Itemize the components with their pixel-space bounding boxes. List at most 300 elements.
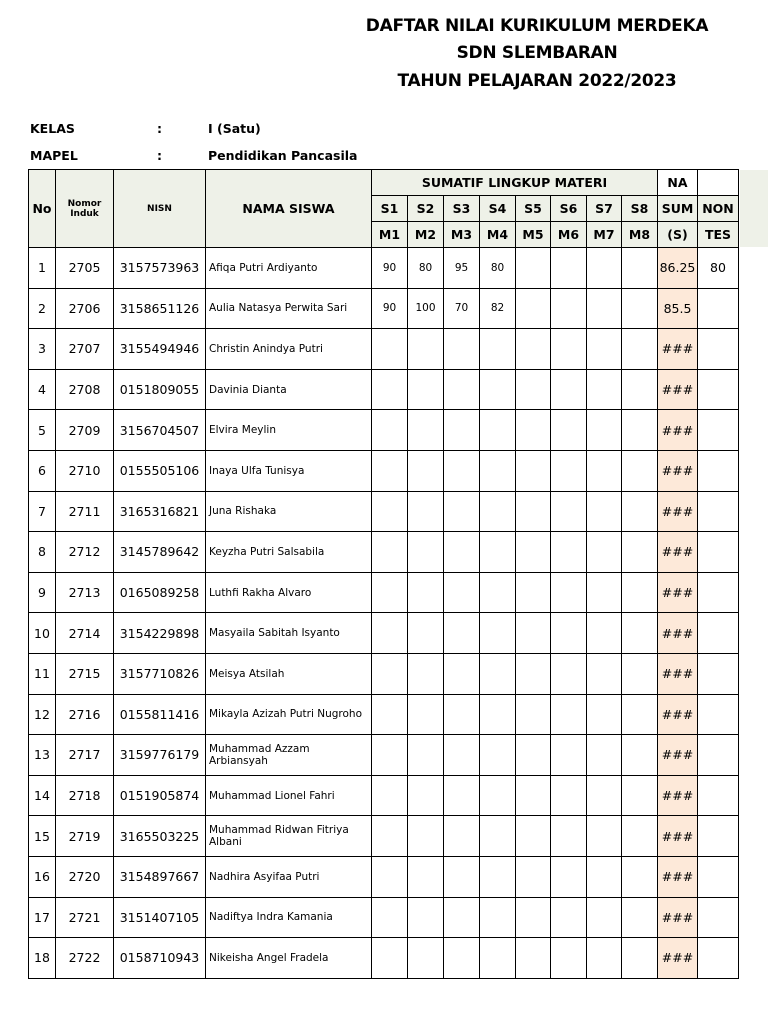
score-s1: [372, 938, 408, 979]
header-nama-siswa: NAMA SISWA: [206, 170, 372, 248]
student-name: Muhammad Ridwan Fitriya Albani: [206, 816, 372, 857]
table-row: [29, 369, 739, 410]
score-s4: [480, 410, 516, 451]
mapel-label: MAPEL: [30, 148, 78, 163]
score-s1: [372, 816, 408, 857]
nisn: 3159776179: [114, 735, 206, 776]
score-s8: [622, 288, 658, 329]
score-s6: [551, 248, 587, 289]
row-number: 16: [29, 856, 56, 897]
nisn: 3157573963: [114, 248, 206, 289]
score-s2: [408, 897, 444, 938]
score-s7: [587, 816, 622, 857]
score-s7: [587, 532, 622, 573]
score-s6: [551, 897, 587, 938]
non-tes: [698, 491, 739, 532]
na-sum: ###: [658, 775, 698, 816]
non-tes: [698, 410, 739, 451]
nisn: 0151905874: [114, 775, 206, 816]
student-name: Meisya Atsilah: [206, 653, 372, 694]
score-s5: [516, 572, 551, 613]
score-s7: [587, 938, 622, 979]
nisn: 0158710943: [114, 938, 206, 979]
score-s2: [408, 613, 444, 654]
score-s4: [480, 532, 516, 573]
header-no: No: [29, 170, 56, 248]
score-s5: [516, 613, 551, 654]
nomor-induk: 2712: [56, 532, 114, 573]
nisn: 0151809055: [114, 369, 206, 410]
score-s1: [372, 897, 408, 938]
nomor-induk: 2708: [56, 369, 114, 410]
non-tes: [698, 897, 739, 938]
score-s8: [622, 816, 658, 857]
score-s3: [444, 491, 480, 532]
score-s4: [480, 329, 516, 370]
score-s7: [587, 329, 622, 370]
nisn: 3158651126: [114, 288, 206, 329]
header-nisn: NISN: [114, 170, 206, 248]
na-sum: 86.25: [658, 248, 698, 289]
nomor-induk: 2720: [56, 856, 114, 897]
score-s6: [551, 329, 587, 370]
student-name: Nadhira Asyifaa Putri: [206, 856, 372, 897]
header-s8: S8: [622, 196, 658, 222]
header-s7: S7: [587, 196, 622, 222]
na-sum: ###: [658, 329, 698, 370]
table-row: [29, 532, 739, 573]
score-s6: [551, 816, 587, 857]
score-s6: [551, 938, 587, 979]
nomor-induk: 2719: [56, 816, 114, 857]
score-s3: [444, 816, 480, 857]
score-s2: [408, 491, 444, 532]
nisn: 3155494946: [114, 329, 206, 370]
score-s4: [480, 816, 516, 857]
score-s7: [587, 491, 622, 532]
score-s7: [587, 735, 622, 776]
na-sum: ###: [658, 572, 698, 613]
score-s8: [622, 450, 658, 491]
nomor-induk: 2709: [56, 410, 114, 451]
score-s3: [444, 856, 480, 897]
student-name: Keyzha Putri Salsabila: [206, 532, 372, 573]
table-row: [29, 491, 739, 532]
score-s6: [551, 613, 587, 654]
nisn: 3154229898: [114, 613, 206, 654]
header-na: NA: [658, 170, 698, 196]
nomor-induk: 2705: [56, 248, 114, 289]
table-row: [29, 410, 739, 451]
nomor-induk: 2716: [56, 694, 114, 735]
score-s2: [408, 653, 444, 694]
score-s3: [444, 735, 480, 776]
row-number: 14: [29, 775, 56, 816]
score-s7: [587, 775, 622, 816]
score-s3: 70: [444, 288, 480, 329]
score-s1: [372, 613, 408, 654]
na-sum: ###: [658, 369, 698, 410]
non-tes: 80: [698, 248, 739, 289]
score-s1: [372, 532, 408, 573]
score-s8: [622, 248, 658, 289]
row-number: 10: [29, 613, 56, 654]
student-name: Masyaila Sabitah Isyanto: [206, 613, 372, 654]
table-row: [29, 288, 739, 329]
score-s3: [444, 653, 480, 694]
nisn: 3154897667: [114, 856, 206, 897]
student-name: Nikeisha Angel Fradela: [206, 938, 372, 979]
academic-year: TAHUN PELAJARAN 2022/2023: [397, 71, 677, 91]
score-s5: [516, 532, 551, 573]
score-s5: [516, 288, 551, 329]
score-s6: [551, 856, 587, 897]
student-name: Muhammad Azzam Arbiansyah: [206, 735, 372, 776]
nisn: 0155505106: [114, 450, 206, 491]
mapel-separator: :: [157, 148, 162, 163]
score-s1: [372, 694, 408, 735]
score-s7: [587, 288, 622, 329]
table-row: [29, 450, 739, 491]
score-s1: [372, 491, 408, 532]
nomor-induk: 2721: [56, 897, 114, 938]
score-s2: [408, 775, 444, 816]
row-number: 9: [29, 572, 56, 613]
header-m8: M8: [622, 222, 658, 248]
na-sum: ###: [658, 613, 698, 654]
score-s7: [587, 613, 622, 654]
score-s5: [516, 938, 551, 979]
header-sumatif: SUMATIF LINGKUP MATERI: [372, 170, 658, 196]
score-s6: [551, 369, 587, 410]
row-number: 15: [29, 816, 56, 857]
non-tes: [698, 288, 739, 329]
score-s2: [408, 816, 444, 857]
score-s5: [516, 450, 551, 491]
header-m2: M2: [408, 222, 444, 248]
score-s1: 90: [372, 288, 408, 329]
score-s8: [622, 775, 658, 816]
score-s2: [408, 410, 444, 451]
score-s4: [480, 735, 516, 776]
score-s3: [444, 450, 480, 491]
score-s5: [516, 653, 551, 694]
score-s3: [444, 532, 480, 573]
score-s4: [480, 369, 516, 410]
score-s3: [444, 369, 480, 410]
score-s7: [587, 450, 622, 491]
table-row: [29, 938, 739, 979]
score-s5: [516, 816, 551, 857]
score-s4: [480, 694, 516, 735]
header-s-paren: (S): [658, 222, 698, 248]
nomor-induk: 2714: [56, 613, 114, 654]
row-number: 4: [29, 369, 56, 410]
header-shade-extension: [740, 170, 768, 247]
score-s4: [480, 450, 516, 491]
nomor-induk: 2713: [56, 572, 114, 613]
nisn: 3151407105: [114, 897, 206, 938]
score-s2: [408, 856, 444, 897]
header-non: NON: [698, 196, 739, 222]
nomor-induk: 2706: [56, 288, 114, 329]
table-row: [29, 653, 739, 694]
score-s5: [516, 856, 551, 897]
score-s1: [372, 735, 408, 776]
score-s5: [516, 248, 551, 289]
non-tes: [698, 572, 739, 613]
row-number: 7: [29, 491, 56, 532]
score-s3: [444, 938, 480, 979]
non-tes: [698, 613, 739, 654]
score-s8: [622, 329, 658, 370]
score-s1: [372, 369, 408, 410]
score-s7: [587, 856, 622, 897]
score-s8: [622, 735, 658, 776]
score-s4: [480, 856, 516, 897]
score-s6: [551, 775, 587, 816]
school-name: SDN SLEMBARAN: [456, 43, 618, 63]
score-s7: [587, 369, 622, 410]
score-s2: [408, 329, 444, 370]
table-row: [29, 897, 739, 938]
nisn: 3165503225: [114, 816, 206, 857]
score-s3: [444, 613, 480, 654]
row-number: 8: [29, 532, 56, 573]
score-s2: [408, 572, 444, 613]
table-row: [29, 613, 739, 654]
header-blank: [698, 170, 739, 196]
mapel-value: Pendidikan Pancasila: [208, 148, 358, 163]
nisn: 0155811416: [114, 694, 206, 735]
row-number: 2: [29, 288, 56, 329]
kelas-value: I (Satu): [208, 121, 261, 136]
score-s7: [587, 572, 622, 613]
row-number: 1: [29, 248, 56, 289]
na-sum: ###: [658, 410, 698, 451]
nomor-induk: 2715: [56, 653, 114, 694]
student-name: Juna Rishaka: [206, 491, 372, 532]
non-tes: [698, 856, 739, 897]
header-m1: M1: [372, 222, 408, 248]
score-s4: [480, 653, 516, 694]
header-s5: S5: [516, 196, 551, 222]
score-s4: [480, 491, 516, 532]
score-s5: [516, 491, 551, 532]
na-sum: ###: [658, 491, 698, 532]
nisn: 3157710826: [114, 653, 206, 694]
nomor-induk: 2711: [56, 491, 114, 532]
table-row: [29, 735, 739, 776]
document-title: DAFTAR NILAI KURIKULUM MERDEKA: [365, 16, 709, 36]
na-sum: ###: [658, 653, 698, 694]
row-number: 11: [29, 653, 56, 694]
score-s7: [587, 410, 622, 451]
header-m7: M7: [587, 222, 622, 248]
na-sum: ###: [658, 856, 698, 897]
score-s3: 95: [444, 248, 480, 289]
row-number: 3: [29, 329, 56, 370]
student-name: Elvira Meylin: [206, 410, 372, 451]
score-s8: [622, 694, 658, 735]
non-tes: [698, 775, 739, 816]
score-s6: [551, 450, 587, 491]
score-s2: [408, 735, 444, 776]
row-number: 13: [29, 735, 56, 776]
score-s8: [622, 491, 658, 532]
na-sum: ###: [658, 450, 698, 491]
header-sum: SUM: [658, 196, 698, 222]
header-s1: S1: [372, 196, 408, 222]
score-s2: [408, 369, 444, 410]
score-s8: [622, 532, 658, 573]
table-row: [29, 816, 739, 857]
row-number: 5: [29, 410, 56, 451]
na-sum: ###: [658, 532, 698, 573]
table-row: [29, 329, 739, 370]
score-s7: [587, 248, 622, 289]
score-s8: [622, 410, 658, 451]
nisn: 0165089258: [114, 572, 206, 613]
non-tes: [698, 369, 739, 410]
header-m4: M4: [480, 222, 516, 248]
na-sum: 85.5: [658, 288, 698, 329]
score-s1: [372, 410, 408, 451]
student-name: Muhammad Lionel Fahri: [206, 775, 372, 816]
row-number: 6: [29, 450, 56, 491]
score-s4: [480, 613, 516, 654]
student-name: Aulia Natasya Perwita Sari: [206, 288, 372, 329]
grades-table: [28, 169, 739, 979]
score-s8: [622, 653, 658, 694]
header-s4: S4: [480, 196, 516, 222]
student-name: Luthfi Rakha Alvaro: [206, 572, 372, 613]
score-s7: [587, 694, 622, 735]
row-number: 18: [29, 938, 56, 979]
score-s6: [551, 410, 587, 451]
table-row: [29, 775, 739, 816]
score-s3: [444, 694, 480, 735]
non-tes: [698, 735, 739, 776]
score-s1: [372, 572, 408, 613]
header-m3: M3: [444, 222, 480, 248]
score-s4: [480, 897, 516, 938]
score-s8: [622, 369, 658, 410]
score-s4: 80: [480, 248, 516, 289]
score-s8: [622, 613, 658, 654]
score-s3: [444, 329, 480, 370]
score-s5: [516, 897, 551, 938]
score-s6: [551, 653, 587, 694]
score-s5: [516, 735, 551, 776]
row-number: 17: [29, 897, 56, 938]
score-s8: [622, 856, 658, 897]
score-s2: [408, 694, 444, 735]
header-nomor-induk: Nomor Induk: [56, 170, 114, 248]
header-m6: M6: [551, 222, 587, 248]
table-row: [29, 248, 739, 289]
student-name: Nadiftya Indra Kamania: [206, 897, 372, 938]
score-s7: [587, 653, 622, 694]
nomor-induk: 2718: [56, 775, 114, 816]
score-s1: [372, 329, 408, 370]
score-s5: [516, 694, 551, 735]
non-tes: [698, 938, 739, 979]
nomor-induk: 2707: [56, 329, 114, 370]
score-s6: [551, 735, 587, 776]
table-row: [29, 694, 739, 735]
score-s4: [480, 572, 516, 613]
row-number: 12: [29, 694, 56, 735]
score-s2: [408, 532, 444, 573]
header-s6: S6: [551, 196, 587, 222]
non-tes: [698, 653, 739, 694]
student-name: Inaya Ulfa Tunisya: [206, 450, 372, 491]
score-s1: [372, 775, 408, 816]
student-name: Mikayla Azizah Putri Nugroho: [206, 694, 372, 735]
nisn: 3145789642: [114, 532, 206, 573]
student-name: Afiqa Putri Ardiyanto: [206, 248, 372, 289]
nomor-induk: 2710: [56, 450, 114, 491]
score-s2: 80: [408, 248, 444, 289]
non-tes: [698, 694, 739, 735]
score-s4: [480, 775, 516, 816]
score-s8: [622, 938, 658, 979]
score-s6: [551, 572, 587, 613]
score-s6: [551, 288, 587, 329]
na-sum: ###: [658, 694, 698, 735]
score-s1: [372, 856, 408, 897]
score-s8: [622, 897, 658, 938]
nomor-induk: 2717: [56, 735, 114, 776]
score-s5: [516, 410, 551, 451]
score-s5: [516, 775, 551, 816]
table-row: [29, 572, 739, 613]
student-name: Davinia Dianta: [206, 369, 372, 410]
score-s4: [480, 938, 516, 979]
score-s3: [444, 775, 480, 816]
kelas-label: KELAS: [30, 121, 75, 136]
score-s1: 90: [372, 248, 408, 289]
score-s8: [622, 572, 658, 613]
nomor-induk: 2722: [56, 938, 114, 979]
header-tes: TES: [698, 222, 739, 248]
score-s2: [408, 450, 444, 491]
score-s5: [516, 369, 551, 410]
score-s5: [516, 329, 551, 370]
score-s3: [444, 897, 480, 938]
score-s3: [444, 410, 480, 451]
score-s2: 100: [408, 288, 444, 329]
non-tes: [698, 532, 739, 573]
student-name: Christin Anindya Putri: [206, 329, 372, 370]
non-tes: [698, 450, 739, 491]
kelas-separator: :: [157, 121, 162, 136]
na-sum: ###: [658, 816, 698, 857]
score-s6: [551, 532, 587, 573]
score-s6: [551, 694, 587, 735]
student-rows: [29, 248, 739, 979]
score-s3: [444, 572, 480, 613]
non-tes: [698, 329, 739, 370]
nisn: 3156704507: [114, 410, 206, 451]
score-s7: [587, 897, 622, 938]
score-s2: [408, 938, 444, 979]
header-s3: S3: [444, 196, 480, 222]
na-sum: ###: [658, 735, 698, 776]
na-sum: ###: [658, 938, 698, 979]
score-s1: [372, 450, 408, 491]
